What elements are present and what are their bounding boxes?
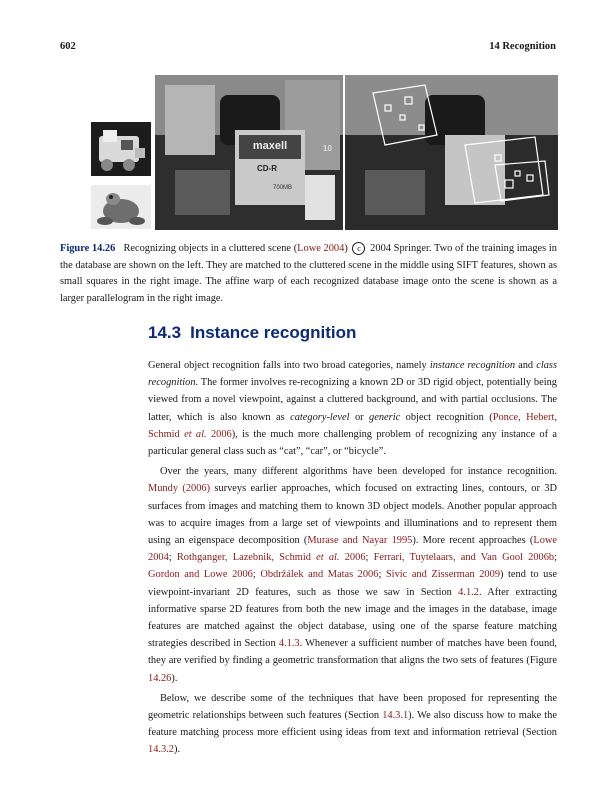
paragraph: General object recognition falls into two broad categories, namely instance recognition and class recognition. The former involves re-recognizing a known 2D or 3D rigid object, potentially being viewed from a novel viewpoint, against a cluttered background, and with partial occlusions. The latter, which is also known as category-level or generic object recognition (Ponce, Hebert, Schmid et al. 2006), is the much more challenging problem of recognizing any instance of a particular general class such as “cat”, “car”, or “bicycle”. xyxy=(148,360,557,458)
figure-caption xyxy=(60,241,557,307)
citation-link[interactable]: Mundy (2006) xyxy=(148,483,211,495)
figure-14-26 xyxy=(90,75,558,230)
section-link[interactable]: 4.1.3 xyxy=(278,638,300,650)
caption-text: Recognizing objects in a cluttered scene ( xyxy=(123,243,298,254)
citation-link[interactable]: Ferrari, Tuytelaars, and Van Gool 2006b xyxy=(373,552,555,564)
pack-count-label: 10 xyxy=(323,144,332,153)
cluttered-scene-image xyxy=(155,75,343,230)
figure-label: Figure 14.26 xyxy=(60,243,116,254)
citation-link[interactable]: Ponce, Hebert, Schmid et al. 2006 xyxy=(148,411,557,440)
emphasis: class recognition xyxy=(148,360,557,389)
cdr-label: CD-R xyxy=(257,164,277,173)
section-title: Instance recognition xyxy=(190,323,357,342)
caption-text: 2004 Springer. Two of the training images in the database are shown on the left. They are matched to the cluttered scene in the middle using SIFT features, shown as small squares in the right image. The affine warp of each recognized database image onto the scene is shown as a larger parallelogram in the right image. xyxy=(60,243,557,304)
section-link[interactable]: 14.3.1 xyxy=(382,710,409,722)
sift-matches-image xyxy=(345,75,558,230)
section-link[interactable]: 14.3.2 xyxy=(148,744,174,756)
body-text xyxy=(148,357,557,762)
running-header: 14 Recognition xyxy=(489,41,556,52)
capacity-label: 700MB xyxy=(273,185,293,191)
citation-link[interactable]: Lowe 2004 xyxy=(297,243,345,254)
emphasis: generic xyxy=(369,411,401,423)
citation-link[interactable]: Lowe 2004 xyxy=(148,535,558,564)
page-number: 602 xyxy=(60,41,76,52)
citation-link[interactable]: Sivic and Zisserman 2009 xyxy=(385,569,501,581)
citation-link[interactable]: Murase and Nayar 1995 xyxy=(307,535,413,547)
train-toy-thumbnail xyxy=(91,122,151,176)
citation-link[interactable]: Obdržálek and Matas 2006 xyxy=(260,569,379,581)
citation-link[interactable]: Rothganger, Lazebnik, Schmid et al. 2006 xyxy=(176,552,366,564)
figure-link[interactable]: 14.26 xyxy=(148,672,172,684)
emphasis: category-level xyxy=(290,411,350,423)
section-heading xyxy=(148,323,356,343)
paragraph: Below, we describe some of the techniques that have been proposed for representing the geometric relationships between such features (Section 14.3.1). We also discuss how to make the feature matching process more efficient using ideas from text and information retrieval (Section 14.3.2). xyxy=(148,692,557,756)
frog-toy-thumbnail xyxy=(91,185,151,229)
copyright-icon: c xyxy=(352,242,365,255)
paragraph: Over the years, many different algorithms have been developed for instance recognition. Mundy (2006) surveys earlier approaches, which focused on extracting lines, contours, or 3D surfaces from images and matching them to known 3D object models. Another popular approach was to acquire images from a large set of viewpoints and illuminations and to represent them using an eigenspace decomposition (Murase and Nayar 1995). More recent approaches (Lowe 2004; Rothganger, Lazebnik, Schmid et al. 2006; Ferrari, Tuytelaars, and Van Gool 2006b; Gordon and Lowe 2006; Obdržálek and Matas 2006; Sivic and Zisserman 2009) tend to use viewpoint-invariant 2D features, such as those we saw in Section 4.1.2. After extracting informative sparse 2D features from both the new image and the images in the database, image features are matched against the object database, using one of the sparse feature matching strategies described in Section 4.1.3. Whenever a sufficient number of matches have been found, they are verified by finding a geometric transformation that aligns the two sets of features (Figure 14.26). xyxy=(148,466,558,684)
caption-text: ) xyxy=(344,243,351,254)
section-link[interactable]: 4.1.2 xyxy=(458,586,479,598)
section-number: 14.3 xyxy=(148,323,182,342)
emphasis: instance recognition xyxy=(429,360,516,371)
citation-link[interactable]: Gordon and Lowe 2006 xyxy=(148,569,253,581)
maxell-label: maxell xyxy=(252,140,288,152)
